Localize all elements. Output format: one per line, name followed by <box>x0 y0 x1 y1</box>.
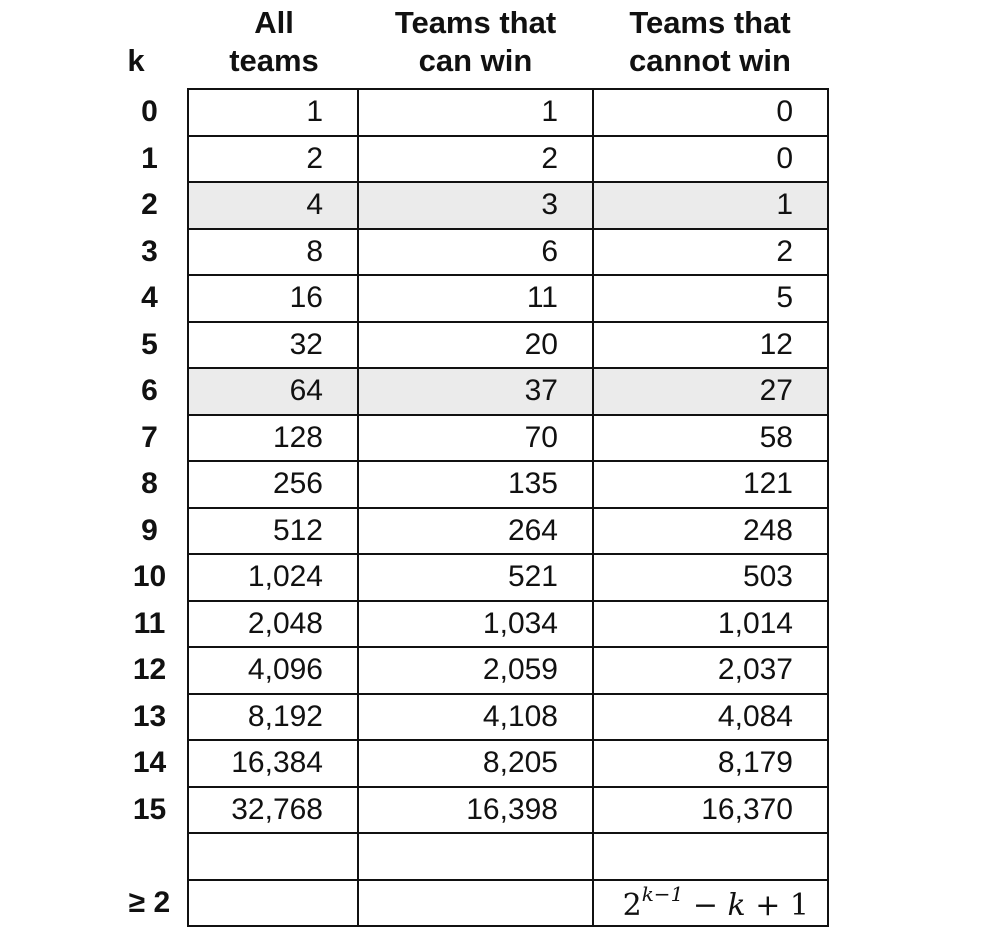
header-k <box>100 42 172 80</box>
cell-all-teams: 8 <box>188 229 358 276</box>
row-k-label: 11 <box>133 606 166 640</box>
row-k-label: 10 <box>132 560 167 594</box>
table-row-empty <box>112 833 828 880</box>
cell-empty <box>358 833 593 880</box>
cell-teams-cannot-win: 121 <box>593 461 828 508</box>
row-k-label: 7 <box>141 420 158 454</box>
table-row <box>112 601 828 648</box>
cell-teams-cannot-win: 27 <box>593 368 828 415</box>
table-row <box>112 787 828 834</box>
header-cannot-line2: cannot win <box>629 43 791 78</box>
cell-teams-cannot-win: 16,370 <box>593 787 828 834</box>
row-k-label: 6 <box>141 374 158 408</box>
cell-empty <box>593 833 828 880</box>
cell-empty <box>188 833 358 880</box>
row-k-label: 2 <box>141 188 158 222</box>
cell-all-teams: 4 <box>188 182 358 229</box>
cell-teams-can-win: 37 <box>358 368 593 415</box>
row-k-label: 8 <box>141 467 158 501</box>
cell-empty <box>358 880 593 927</box>
cell-teams-can-win: 264 <box>358 508 593 555</box>
table-body <box>112 89 828 926</box>
cell-teams-can-win: 521 <box>358 554 593 601</box>
cell-teams-can-win: 1 <box>358 89 593 136</box>
cell-all-teams: 64 <box>188 368 358 415</box>
table-row <box>112 461 828 508</box>
row-k-label: 4 <box>141 281 158 315</box>
table-row <box>112 275 828 322</box>
cell-teams-can-win: 4,108 <box>358 694 593 741</box>
row-k-label: 15 <box>132 792 167 826</box>
table-row <box>112 136 828 183</box>
header-teams-can-win <box>359 4 592 80</box>
cell-all-teams: 8,192 <box>188 694 358 741</box>
table-row-formula <box>112 880 828 927</box>
table-row <box>112 554 828 601</box>
table-row <box>112 415 828 462</box>
cell-teams-cannot-win: 0 <box>593 136 828 183</box>
cell-teams-cannot-win: 4,084 <box>593 694 828 741</box>
cell-teams-cannot-win: 248 <box>593 508 828 555</box>
cell-teams-cannot-win: 1 <box>593 182 828 229</box>
header-can-line1: Teams that <box>394 5 557 40</box>
cell-all-teams: 2 <box>188 136 358 183</box>
cell-teams-can-win: 70 <box>358 415 593 462</box>
row-k-label-ge2: ≥ 2 <box>128 885 171 919</box>
cell-all-teams: 32 <box>188 322 358 369</box>
cell-all-teams: 512 <box>188 508 358 555</box>
formula-minus: − <box>683 888 728 924</box>
cell-formula <box>593 880 828 927</box>
cell-teams-can-win: 1,034 <box>358 601 593 648</box>
formula-exponent: k−1 <box>641 882 684 907</box>
cell-teams-can-win: 20 <box>358 322 593 369</box>
cell-all-teams: 128 <box>188 415 358 462</box>
cell-teams-cannot-win: 0 <box>593 89 828 136</box>
cell-teams-can-win: 8,205 <box>358 740 593 787</box>
row-k-label: 0 <box>141 95 158 129</box>
cell-teams-cannot-win: 2 <box>593 229 828 276</box>
formula-plus-one: + 1 <box>745 888 809 924</box>
cell-teams-cannot-win: 8,179 <box>593 740 828 787</box>
cell-all-teams: 256 <box>188 461 358 508</box>
row-k-label: 3 <box>141 234 158 268</box>
header-all-line2: teams <box>229 43 319 78</box>
cell-all-teams: 16 <box>188 275 358 322</box>
header-cannot-line1: Teams that <box>629 5 791 40</box>
cell-teams-can-win: 135 <box>358 461 593 508</box>
cell-teams-cannot-win: 12 <box>593 322 828 369</box>
cell-teams-cannot-win: 2,037 <box>593 647 828 694</box>
row-k-label: 5 <box>141 327 158 361</box>
cell-all-teams: 1,024 <box>188 554 358 601</box>
table-row <box>112 368 828 415</box>
cell-teams-cannot-win: 5 <box>593 275 828 322</box>
header-all-line1: All <box>254 5 294 40</box>
header-all-teams <box>190 4 358 80</box>
formula-variable-k: k <box>727 888 746 924</box>
table-row <box>112 89 828 136</box>
table-row <box>112 182 828 229</box>
row-k-label: 1 <box>141 141 158 175</box>
table-row <box>112 647 828 694</box>
table-row <box>112 229 828 276</box>
cell-teams-cannot-win: 1,014 <box>593 601 828 648</box>
row-k-label: 9 <box>141 513 158 547</box>
header-can-line2: can win <box>418 43 533 78</box>
row-k-label: 14 <box>132 746 167 780</box>
cell-teams-can-win: 2 <box>358 136 593 183</box>
table-row <box>112 508 828 555</box>
cell-empty <box>188 880 358 927</box>
row-k-label: 13 <box>132 699 167 733</box>
header-k-label: k <box>127 43 145 78</box>
cell-all-teams: 16,384 <box>188 740 358 787</box>
cell-teams-can-win: 6 <box>358 229 593 276</box>
header-teams-cannot-win <box>593 4 827 80</box>
cell-teams-cannot-win: 58 <box>593 415 828 462</box>
cell-all-teams: 4,096 <box>188 647 358 694</box>
cell-teams-can-win: 16,398 <box>358 787 593 834</box>
row-k-label-empty <box>112 833 188 880</box>
cell-teams-can-win: 2,059 <box>358 647 593 694</box>
cell-teams-can-win: 11 <box>358 275 593 322</box>
cell-teams-can-win: 3 <box>358 182 593 229</box>
formula-base: 2 <box>622 888 642 924</box>
cell-all-teams: 2,048 <box>188 601 358 648</box>
table-row <box>112 740 828 787</box>
cell-teams-cannot-win: 503 <box>593 554 828 601</box>
teams-table <box>112 88 829 927</box>
row-k-label: 12 <box>132 653 167 687</box>
cell-all-teams: 32,768 <box>188 787 358 834</box>
table-row <box>112 694 828 741</box>
cell-all-teams: 1 <box>188 89 358 136</box>
table-row <box>112 322 828 369</box>
